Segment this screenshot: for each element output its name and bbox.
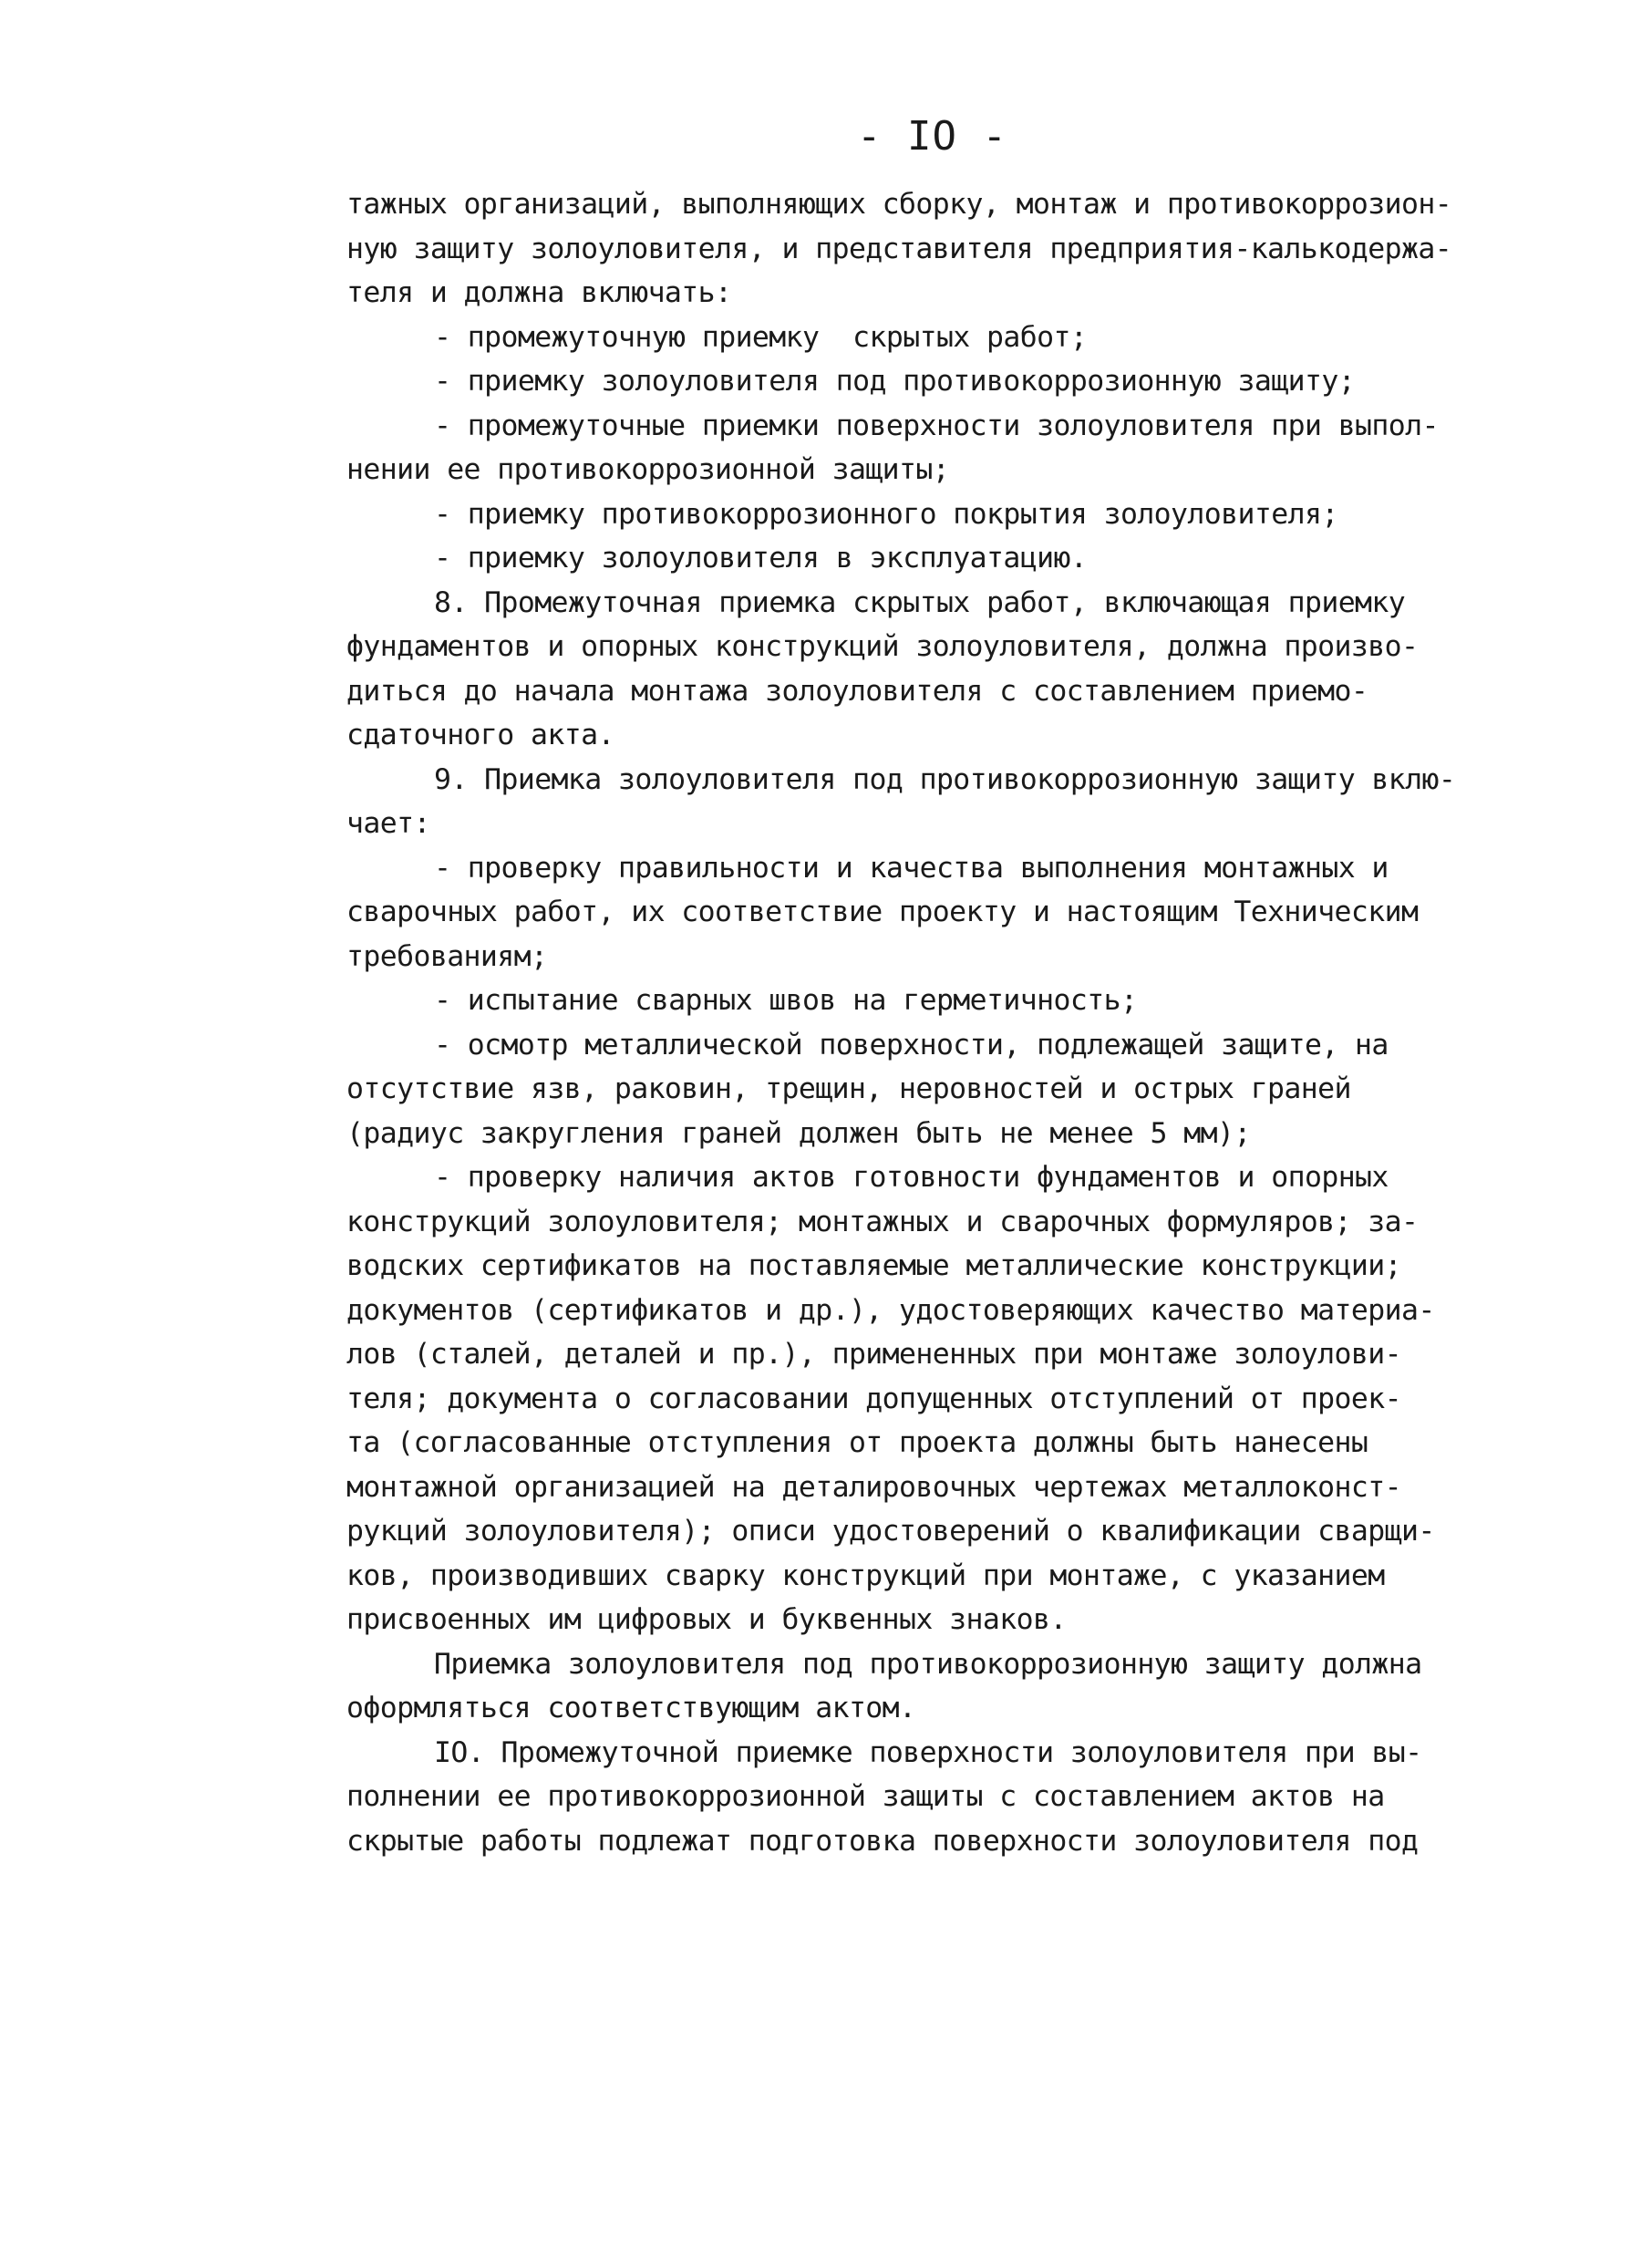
list-item: - промежуточные приемки поверхности золоуловителя при выпол- bbox=[434, 409, 1439, 442]
list-item: - проверку наличия актов готовности фундаментов и опорных bbox=[434, 1161, 1389, 1194]
text-line: та (согласованные отступления от проекта должны быть нанесены bbox=[346, 1426, 1368, 1459]
text-line: теля; документа о согласовании допущенных отступлений от проек- bbox=[346, 1382, 1401, 1415]
text-line: нении ее противокоррозионной защиты; bbox=[346, 453, 950, 486]
text-line: чает: bbox=[346, 807, 430, 840]
text-line: скрытые работы подлежат подготовка поверхности золоуловителя под bbox=[346, 1824, 1419, 1858]
text-line: оформляться соответствующим актом. bbox=[346, 1692, 916, 1724]
text-line: диться до начала монтажа золоуловителя с составлением приемо- bbox=[346, 674, 1368, 708]
text-line: фундаментов и опорных конструкций золоуловителя, должна произво- bbox=[346, 630, 1419, 663]
text-line: лов (сталей, деталей и пр.), примененных при монтаже золоулови- bbox=[346, 1338, 1401, 1371]
text-line: ков, производивших сварку конструкций при монтаже, с указанием bbox=[346, 1559, 1385, 1592]
text-line: ную защиту золоуловителя, и представителя предприятия-калькодержа- bbox=[346, 232, 1452, 265]
list-item: - приемку золоуловителя в эксплуатацию. bbox=[434, 542, 1088, 575]
paragraph-start: Приемка золоуловителя под противокоррозионную защиту должна bbox=[434, 1647, 1422, 1681]
text-line: документов (сертификатов и др.), удостоверяющих качество материа- bbox=[346, 1293, 1435, 1327]
text-line: требованиям; bbox=[346, 939, 548, 973]
list-item: - приемку золоуловителя под противокоррозионную защиту; bbox=[434, 365, 1356, 398]
list-item: - осмотр металлической поверхности, подлежащей защите, на bbox=[434, 1028, 1389, 1062]
text-line: тажных организаций, выполняющих сборку, монтаж и противокоррозион- bbox=[346, 188, 1452, 221]
list-item: - испытание сварных швов на герметичность; bbox=[434, 984, 1138, 1017]
text-line: полнении ее противокоррозионной защиты с составлением актов на bbox=[346, 1780, 1385, 1813]
text-line: сварочных работ, их соответствие проекту и настоящим Техническим bbox=[346, 896, 1419, 928]
text-line: водских сертификатов на поставляемые металлические конструкции; bbox=[346, 1249, 1401, 1282]
list-item: - приемку противокоррозионного покрытия золоуловителя; bbox=[434, 497, 1338, 531]
list-item: - промежуточную приемку скрытых работ; bbox=[434, 320, 1088, 354]
text-line: рукций золоуловителя); описи удостоверений о квалификации сварщи- bbox=[346, 1515, 1435, 1548]
paragraph-start: IO. Промежуточной приемке поверхности золоуловителя при вы- bbox=[434, 1735, 1422, 1769]
body-text bbox=[346, 182, 1559, 1863]
text-line: конструкций золоуловителя; монтажных и сварочных формуляров; за- bbox=[346, 1205, 1419, 1238]
text-line: присвоенных им цифровых и буквенных знаков. bbox=[346, 1603, 1067, 1636]
text-line: теля и должна включать: bbox=[346, 276, 732, 309]
text-line: отсутствие язв, раковин, трещин, неровностей и острых граней bbox=[346, 1072, 1351, 1105]
text-line: (радиус закругления граней должен быть не менее 5 мм); bbox=[346, 1116, 1251, 1150]
text-line: монтажной организацией на деталировочных чертежах металлоконст- bbox=[346, 1470, 1401, 1504]
page-number: - IO - bbox=[857, 113, 1007, 160]
paragraph-start: 9. Приемка золоуловителя под противокоррозионную защиту вклю- bbox=[434, 762, 1456, 796]
text-line: сдаточного акта. bbox=[346, 719, 614, 751]
paragraph-start: 8. Промежуточная приемка скрытых работ, включающая приемку bbox=[434, 585, 1406, 619]
list-item: - проверку правильности и качества выполнения монтажных и bbox=[434, 851, 1389, 885]
